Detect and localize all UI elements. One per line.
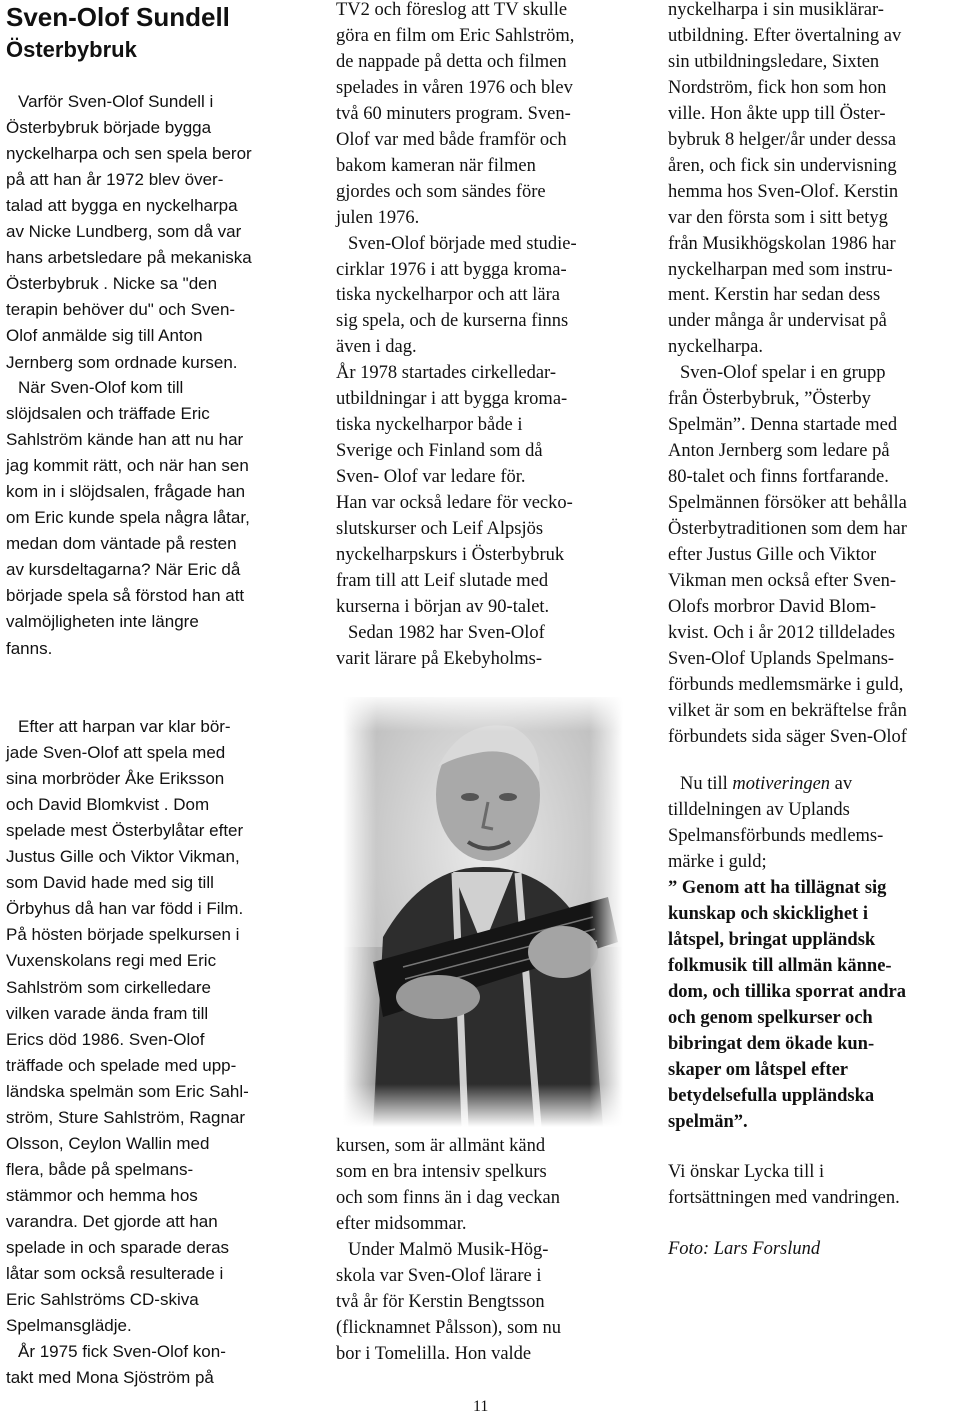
body-text-line: År 1978 startades cirkelledar-	[336, 363, 556, 383]
body-text-line: ville. Hon åkte upp till Öster-	[668, 104, 886, 124]
body-text-line: 80-talet och finns fortfarande.	[668, 467, 889, 487]
closing-line: Vi önskar Lycka till i	[668, 1162, 825, 1182]
body-text-line: åren, och fick sin undervisning	[668, 156, 897, 176]
body-text-line: Varför Sven-Olof Sundell i	[18, 92, 214, 111]
body-text-line: från Österbybruk, ”Österby	[668, 389, 871, 409]
body-text-line: vilken varade ända fram till	[6, 1004, 209, 1023]
body-text-line: om Eric kunde spela några låtar,	[6, 508, 250, 527]
body-text-line: medan dom väntade på resten	[6, 534, 237, 553]
motivation-rest: av	[830, 774, 853, 794]
body-text-line: hans arbetsledare på mekaniska	[6, 248, 252, 267]
body-text-line: sig spela, och de kurserna finns	[336, 311, 569, 331]
body-text-line: skola var Sven-Olof lärare i	[336, 1266, 542, 1286]
body-text-line: Spelmansförbunds medlems-	[668, 826, 884, 846]
musician-photo	[343, 697, 623, 1127]
body-text-line: från Musikhögskolan 1986 har	[668, 234, 896, 254]
motivation-quote-line: och genom spelkurser och	[668, 1008, 873, 1028]
motivation-quote-line: dom, och tillika sporrat andra	[668, 982, 906, 1002]
body-text-line: Anton Jernberg som ledare på	[668, 441, 890, 461]
body-text-line: förbundets sida säger Sven-Olof	[668, 727, 907, 747]
body-text-line: nyckelharpa och sen spela beror	[6, 144, 252, 163]
motivation-quote-line: bibringat dem ökade kun-	[668, 1034, 875, 1054]
body-text-line: under många år undervisat på	[668, 311, 887, 331]
body-text-line: jade Sven-Olof att spela med	[6, 743, 226, 762]
motivation-quote-line: kunskap och skicklighet i	[668, 904, 868, 924]
body-text-line: av kursdeltagarna? När Eric då	[6, 560, 241, 579]
motivation-quote-line: betydelsefulla uppländska	[668, 1086, 875, 1106]
body-text-line: talad att bygga en nyckelharpa	[6, 196, 238, 215]
body-text-line: sina morbröder Åke Eriksson	[6, 769, 225, 788]
body-text-line: Sven-Olof började med studie-	[348, 234, 577, 254]
body-text-line: spelade mest Österbylåtar efter	[6, 821, 244, 840]
page-number: 11	[473, 1398, 489, 1415]
body-text-line: Spelmännen försöker att behålla	[668, 493, 907, 513]
body-text-line: låtar som också resulterade i	[6, 1264, 224, 1283]
body-text-line: Han var också ledare för vecko-	[336, 493, 573, 513]
body-text-line: bor i Tomelilla. Hon valde	[336, 1344, 532, 1364]
body-text-line: jag kommit rätt, och när han sen	[6, 456, 249, 475]
body-text-line: Efter att harpan var klar bör-	[18, 717, 231, 736]
body-text-line: och som finns än i dag veckan	[336, 1188, 560, 1208]
body-text-line: som en bra intensiv spelkurs	[336, 1162, 547, 1182]
body-text-line: Eric Sahlströms CD-skiva	[6, 1290, 199, 1309]
body-text-line: spelade in och sparade deras	[6, 1238, 230, 1257]
motivation-quote-line: skaper om låtspel efter	[668, 1060, 848, 1080]
body-text-line: efter midsommar.	[336, 1214, 467, 1234]
body-text-line: spelades in våren 1976 och blev	[336, 78, 573, 98]
motivation-quote-line: låtspel, bringat uppländsk	[668, 930, 876, 950]
body-text-line: Olof anmälde sig till Anton	[6, 326, 203, 345]
body-text-line: Vuxenskolans regi med Eric	[6, 951, 217, 970]
body-text-line: nyckelharpa i sin musiklärar-	[668, 0, 884, 20]
body-text-line: kvist. Och i år 2012 tilldelades	[668, 623, 896, 643]
body-text-line: Erics död 1986. Sven-Olof	[6, 1030, 205, 1049]
motivation-italic-word: motiveringen	[732, 774, 831, 794]
body-text-line: av Nicke Lundberg, som då var	[6, 222, 242, 241]
body-text-line: utbildning. Efter övertalning av	[668, 26, 902, 46]
body-text-line: efter Justus Gille och Viktor	[668, 545, 877, 565]
body-text-line: slöjdsalen och träffade Eric	[6, 404, 210, 423]
body-text-line: ment. Kerstin har sedan dess	[668, 285, 881, 305]
body-text-line: och David Blomkvist . Dom	[6, 795, 210, 814]
body-text-line: började spela så förstod han att	[6, 586, 245, 605]
body-text-line: hemma hos Sven-Olof. Kerstin	[668, 182, 899, 202]
body-text-line: terapin behöver du" och Sven-	[6, 300, 236, 319]
body-text-line: nyckelharpan med som instru-	[668, 260, 893, 280]
body-text-line: kurserna i början av 90-talet.	[336, 597, 550, 617]
body-text-line: fram till att Leif slutade med	[336, 571, 549, 591]
body-text-line: vilket är som en bekräftelse från	[668, 701, 907, 721]
body-text-line: var den första som i sitt betyg	[668, 208, 888, 228]
body-text-line: När Sven-Olof kom till	[18, 378, 184, 397]
body-text-line: Olofs morbror David Blom-	[668, 597, 877, 617]
body-text-line: Justus Gille och Viktor Vikman,	[6, 847, 240, 866]
body-text-line: Sahlström som cirkelledare	[6, 978, 212, 997]
body-text-line: Österbybruk . Nicke sa "den	[6, 274, 218, 293]
body-text-line: bybruk 8 helger/år under dessa	[668, 130, 897, 150]
body-text-line: varandra. Det gjorde att han	[6, 1212, 218, 1231]
body-text-line: valmöjligheten inte längre	[6, 612, 199, 631]
body-text-line: de nappade på detta och filmen	[336, 52, 567, 72]
body-text-line: kursen, som är allmänt känd	[336, 1136, 546, 1156]
motivation-lead: Nu till	[680, 774, 733, 794]
motivation-quote-line: spelmän”.	[668, 1112, 748, 1132]
article-subtitle: Österbybruk	[6, 37, 137, 62]
body-text-line: (flicknamnet Pålsson), som nu	[336, 1318, 562, 1338]
body-text-line: även i dag.	[336, 337, 417, 357]
body-text-line: sin utbildningsledare, Sixten	[668, 52, 880, 72]
body-text-line: kom in i slöjdsalen, frågade han	[6, 482, 246, 501]
body-text-line: fanns.	[6, 639, 53, 658]
body-text-line: som David hade med sig till	[6, 873, 214, 892]
body-text-line: Sven-Olof spelar i en grupp	[680, 363, 886, 383]
motivation-quote-line: folkmusik till allmän känne-	[668, 956, 892, 976]
body-text-line: två år för Kerstin Bengtsson	[336, 1292, 545, 1312]
body-text-line: flera, både på spelmans-	[6, 1160, 194, 1179]
body-text-line: ström, Sture Sahlström, Ragnar	[6, 1108, 246, 1127]
body-text-line: Spelmansglädje.	[6, 1316, 132, 1335]
body-text-line: Nordström, fick hon som hon	[668, 78, 887, 98]
photo-credit: Foto: Lars Forslund	[668, 1239, 821, 1259]
body-text-line: märke i guld;	[668, 852, 767, 872]
body-text-line: Sedan 1982 har Sven-Olof	[348, 623, 545, 643]
body-text-line: takt med Mona Sjöström på	[6, 1368, 214, 1387]
body-text-line: Under Malmö Musik-Hög-	[348, 1240, 549, 1260]
body-text-line: bakom kameran när filmen	[336, 156, 536, 176]
body-text-line: förbunds medlemsmärke i guld,	[668, 675, 904, 695]
body-text-line: på att han år 1972 blev över-	[6, 170, 224, 189]
body-text-line: Sverige och Finland som då	[336, 441, 543, 461]
body-text-line: Sven- Olof var ledare för.	[336, 467, 526, 487]
body-text-line: julen 1976.	[336, 208, 420, 228]
body-text-line: Jernberg som ordnade kursen.	[6, 353, 238, 372]
body-text-line: varit lärare på Ekebyholms-	[336, 649, 542, 669]
body-text-line: År 1975 fick Sven-Olof kon-	[18, 1342, 226, 1361]
body-text-line: Olsson, Ceylon Wallin med	[6, 1134, 210, 1153]
body-text-line: Vikman men också efter Sven-	[668, 571, 897, 591]
body-text-line: På hösten började spelkursen i	[6, 925, 240, 944]
body-text-line: TV2 och föreslog att TV skulle	[336, 0, 568, 20]
body-text-line: ländska spelmän som Eric Sahl-	[6, 1082, 249, 1101]
body-text-line: tilldelningen av Uplands	[668, 800, 850, 820]
body-text-line: träffade och spelade med upp-	[6, 1056, 237, 1075]
body-text-line: nyckelharpskurs i Österbybruk	[336, 545, 565, 565]
motivation-quote-line: ” Genom att ha tillägnat sig	[668, 878, 887, 898]
body-text-line: två 60 minuters program. Sven-	[336, 104, 571, 124]
body-text-line: nyckelharpa.	[668, 337, 764, 357]
body-text-line: tiska nyckelharpor och att lära	[336, 285, 560, 305]
body-text-line: utbildningar i att bygga kroma-	[336, 389, 568, 409]
body-text-line: Örbyhus då han var född i Film.	[6, 899, 244, 918]
body-text-line: Österbytraditionen som dem har	[668, 519, 907, 539]
closing-line: fortsättningen med vandringen.	[668, 1188, 900, 1208]
body-text-line: gjordes och som sändes före	[336, 182, 546, 202]
body-text-line: Österbybruk började bygga	[6, 118, 212, 137]
body-text-line: cirklar 1976 i att bygga kroma-	[336, 260, 567, 280]
body-text-line: stämmor och hemma hos	[6, 1186, 198, 1205]
article-title: Sven-Olof Sundell	[6, 2, 230, 32]
body-text-line: Sven-Olof Uplands Spelmans-	[668, 649, 895, 669]
motivation-intro-line	[680, 771, 852, 797]
body-text-line: tiska nyckelharpor både i	[336, 415, 523, 435]
body-text-line: slutskurser och Leif Alpsjös	[336, 519, 544, 539]
body-text-line: Olof var med både framför och	[336, 130, 567, 150]
body-text-line: göra en film om Eric Sahlström,	[336, 26, 575, 46]
body-text-line: Spelmän”. Denna startade med	[668, 415, 898, 435]
body-text-line: Sahlström kände han att nu har	[6, 430, 244, 449]
